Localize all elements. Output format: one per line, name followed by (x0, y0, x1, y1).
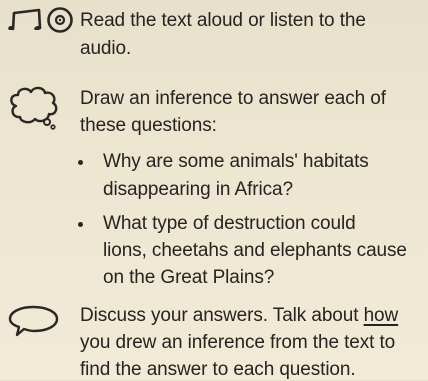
question-1-line-1: Why are some animals' habitats (103, 151, 369, 172)
instruction-think-line-1: Draw an inference to answer each of (80, 88, 386, 109)
instruction-listen-line-2: audio. (80, 38, 132, 59)
question-2-line-1: What type of destruction could (103, 213, 356, 234)
bullet-icon (78, 222, 83, 227)
question-2-line-2: lions, cheetahs and elephants cause (103, 240, 407, 261)
instruction-discuss-line-1 (80, 304, 398, 327)
instruction-discuss-text: Discuss your answers. Talk about (80, 305, 364, 326)
question-1-line-2: disappearing in Africa? (103, 179, 293, 200)
instruction-discuss-line-2: you drew an inference from the text to (80, 332, 396, 353)
instruction-think-line-2: these questions: (80, 115, 217, 136)
emphasis-how: how (363, 305, 399, 326)
bullet-icon (78, 160, 83, 165)
question-2-line-3: on the Great Plains? (103, 267, 275, 288)
thought-cloud-icon (6, 86, 62, 132)
instruction-discuss-line-3: find the answer to each question. (80, 359, 356, 380)
speech-bubble-icon (9, 304, 61, 338)
audio-disc-icon (46, 6, 74, 34)
instruction-listen-line-1: Read the text aloud or listen to the (80, 10, 366, 31)
